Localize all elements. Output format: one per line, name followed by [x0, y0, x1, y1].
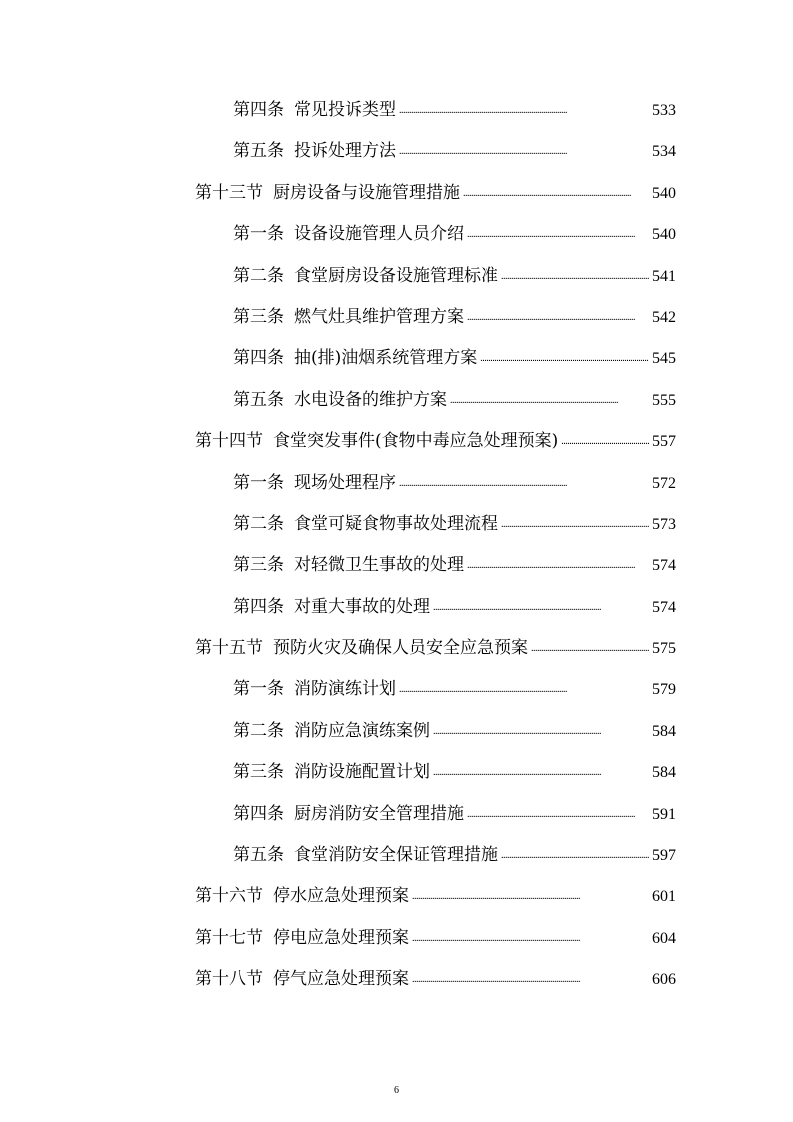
toc-section-entry[interactable]: [0, 959, 676, 1000]
toc-dot-leader: [463, 173, 649, 214]
toc-entry-page: 540: [652, 226, 676, 244]
toc-entry-title: 对重大事故的处理: [294, 596, 430, 617]
toc-entry-title: 消防演练计划: [294, 679, 396, 700]
toc-entry-title: 停电应急处理预案: [273, 927, 409, 948]
toc-entry-title: 预防火灾及确保人员安全应急预案: [273, 638, 528, 659]
toc-entry-page: 574: [652, 557, 676, 575]
toc-entry-label: 第五条: [233, 141, 284, 162]
toc-entry-label: 第二条: [233, 720, 284, 741]
toc-dot-leader: [531, 628, 649, 669]
toc-entry-title: 停气应急处理预案: [273, 969, 409, 990]
toc-article-entry[interactable]: [0, 338, 676, 379]
toc-entry-label: 第五条: [233, 389, 284, 410]
toc-entry-label: 第一条: [233, 224, 284, 245]
toc-dot-leader: [412, 959, 649, 1000]
toc-article-entry[interactable]: [0, 297, 676, 338]
toc-article-entry[interactable]: [0, 131, 676, 172]
toc-dot-leader: [467, 545, 649, 586]
toc-dot-leader: [399, 463, 649, 504]
toc-article-entry[interactable]: [0, 90, 676, 131]
toc-entry-page: 540: [652, 184, 676, 202]
toc-dot-leader: [433, 711, 649, 752]
toc-entry-label: 第二条: [233, 513, 284, 534]
toc-entry-title: 消防应急演练案例: [294, 720, 430, 741]
toc-dot-leader: [399, 669, 649, 710]
toc-entry-page: 584: [652, 722, 676, 740]
toc-entry-label: 第四条: [233, 100, 284, 120]
toc-entry-label: 第三条: [233, 555, 284, 576]
toc-entry-page: 534: [652, 143, 676, 161]
toc-article-entry[interactable]: [0, 256, 676, 297]
toc-entry-page: 541: [652, 267, 676, 285]
toc-dot-leader: [501, 504, 649, 545]
toc-entry-label: 第一条: [233, 472, 284, 493]
toc-entry-title: 食堂可疑食物事故处理流程: [294, 513, 498, 534]
toc-entry-page: 533: [652, 102, 676, 119]
toc-entry-page: 597: [652, 847, 676, 865]
toc-entry-label: 第十三节: [195, 182, 263, 203]
toc-entry-page: 557: [652, 433, 676, 451]
toc-entry-title: 食堂消防安全保证管理措施: [294, 845, 498, 866]
toc-article-entry[interactable]: [0, 711, 676, 752]
toc-entry-title: 现场处理程序: [294, 472, 396, 493]
toc-entry-label: 第十四节: [195, 431, 263, 452]
toc-section-entry[interactable]: [0, 876, 676, 917]
toc-dot-leader: [399, 131, 649, 172]
toc-entry-page: 572: [652, 474, 676, 492]
toc-entry-page: 555: [652, 391, 676, 409]
toc-entry-page: 579: [652, 681, 676, 699]
toc-entry-title: 燃气灶具维护管理方案: [294, 306, 464, 327]
toc-dot-leader: [399, 90, 649, 131]
toc-dot-leader: [467, 214, 649, 255]
toc-dot-leader: [561, 421, 649, 462]
toc-entry-label: 第十六节: [195, 886, 263, 907]
toc-dot-leader: [501, 256, 649, 297]
toc-entry-page: 606: [652, 971, 676, 989]
toc-dot-leader: [450, 380, 649, 421]
toc-article-entry[interactable]: [0, 669, 676, 710]
toc-article-entry[interactable]: [0, 752, 676, 793]
toc-entry-title: 厨房设备与设施管理措施: [273, 182, 460, 203]
toc-entry-label: 第二条: [233, 265, 284, 286]
toc-dot-leader: [467, 297, 649, 338]
toc-entry-page: 573: [652, 515, 676, 533]
toc-article-entry[interactable]: [0, 380, 676, 421]
toc-entry-page: 584: [652, 764, 676, 782]
toc-article-entry[interactable]: [0, 587, 676, 628]
toc-section-entry[interactable]: [0, 918, 676, 959]
toc-article-entry[interactable]: [0, 794, 676, 835]
toc-entry-title: 停水应急处理预案: [273, 886, 409, 907]
toc-entry-label: 第三条: [233, 306, 284, 327]
toc-entry-page: 601: [652, 888, 676, 906]
toc-entry-title: 投诉处理方法: [294, 141, 396, 162]
toc-entry-label: 第十七节: [195, 927, 263, 948]
toc-entry-page: 575: [652, 640, 676, 658]
toc-dot-leader: [412, 918, 649, 959]
toc-dot-leader: [480, 338, 649, 379]
toc-dot-leader: [433, 587, 649, 628]
table-of-contents: [0, 90, 793, 1001]
toc-entry-page: 545: [652, 350, 676, 368]
toc-dot-leader: [467, 794, 649, 835]
toc-article-entry[interactable]: [0, 463, 676, 504]
toc-entry-label: 第十八节: [195, 969, 263, 990]
toc-entry-title: 常见投诉类型: [294, 100, 396, 120]
page-number: 6: [394, 1085, 399, 1096]
toc-entry-label: 第四条: [233, 596, 284, 617]
toc-dot-leader: [412, 876, 649, 917]
toc-entry-label: 第十五节: [195, 638, 263, 659]
toc-entry-title: 食堂突发事件(食物中毒应急处理预案): [273, 431, 559, 452]
toc-entry-title: 设备设施管理人员介绍: [294, 224, 464, 245]
toc-section-entry[interactable]: [0, 173, 676, 214]
toc-article-entry[interactable]: [0, 214, 676, 255]
toc-entry-label: 第三条: [233, 762, 284, 783]
toc-entry-page: 542: [652, 308, 676, 326]
toc-entry-title: 抽(排)油烟系统管理方案: [294, 348, 478, 369]
toc-entry-title: 水电设备的维护方案: [294, 389, 447, 410]
toc-dot-leader: [433, 752, 649, 793]
toc-entry-label: 第四条: [233, 348, 284, 369]
toc-article-entry[interactable]: [0, 504, 676, 545]
toc-entry-title: 厨房消防安全管理措施: [294, 803, 464, 824]
toc-entry-title: 消防设施配置计划: [294, 762, 430, 783]
toc-section-entry[interactable]: [0, 421, 676, 462]
toc-entry-title: 对轻微卫生事故的处理: [294, 555, 464, 576]
toc-section-entry[interactable]: [0, 628, 676, 669]
toc-entry-page: 574: [652, 598, 676, 616]
toc-entry-title: 食堂厨房设备设施管理标准: [294, 265, 498, 286]
toc-entry-page: 604: [652, 929, 676, 947]
toc-entry-page: 591: [652, 805, 676, 823]
toc-entry-label: 第五条: [233, 845, 284, 866]
toc-article-entry[interactable]: [0, 545, 676, 586]
toc-entry-label: 第一条: [233, 679, 284, 700]
toc-article-entry[interactable]: [0, 835, 676, 876]
toc-dot-leader: [501, 835, 649, 876]
toc-entry-label: 第四条: [233, 803, 284, 824]
